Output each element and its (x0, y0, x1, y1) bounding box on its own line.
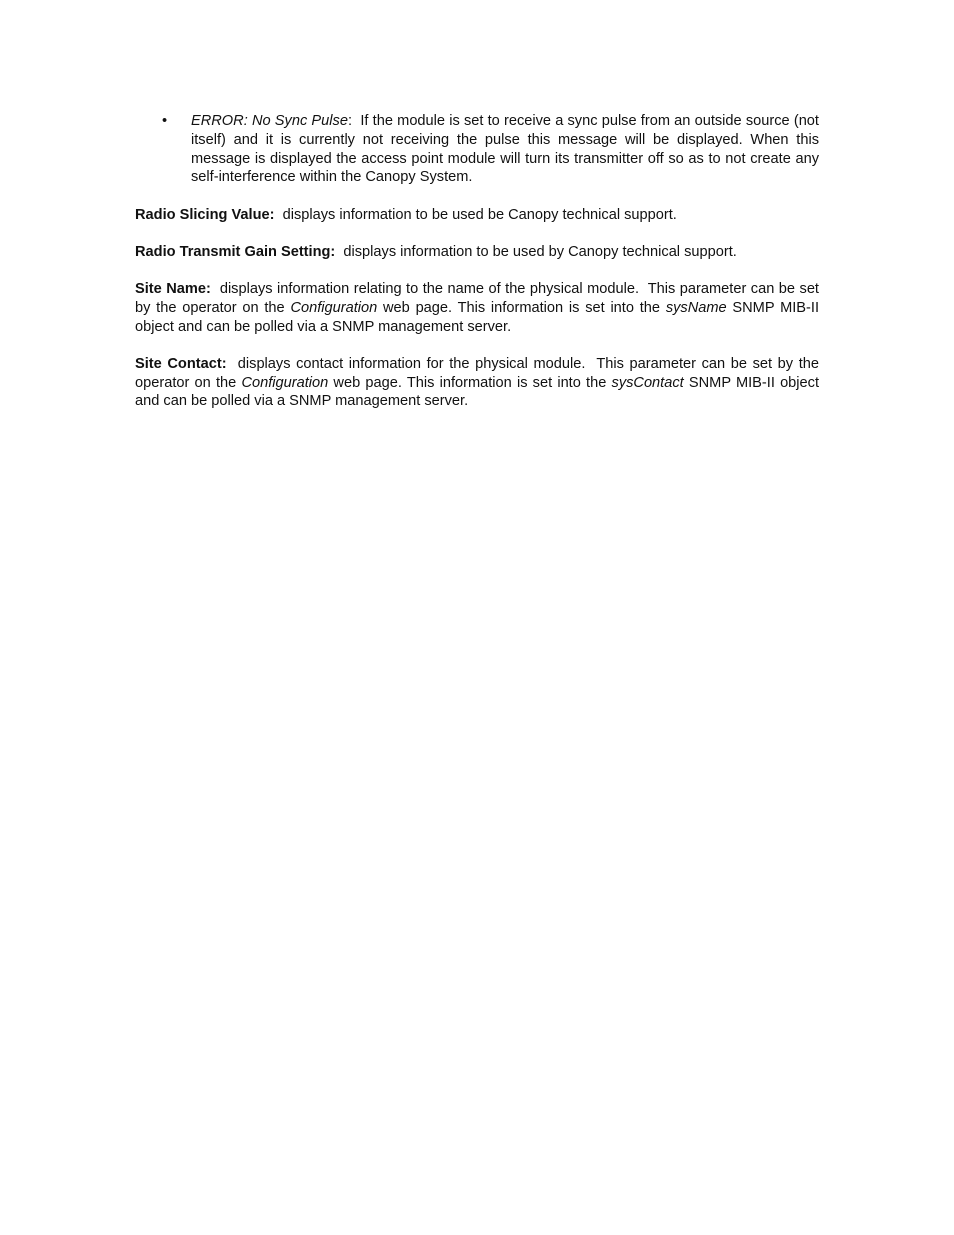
text-site-contact-2: web page. This information is set into the (328, 374, 612, 391)
sysname-object: sysName (665, 299, 727, 316)
text-site-name-3: SNMP MIB-II object and can be polled via a SNMP management server. (135, 299, 819, 335)
term-radio-slicing: Radio Slicing Value: (135, 206, 275, 223)
term-site-name: Site Name: (135, 280, 211, 297)
text-radio-slicing: displays information to be used be Canopy technical support. (274, 206, 677, 223)
document-body (135, 112, 824, 430)
term-site-contact: Site Contact: (135, 355, 227, 372)
paragraph-radio-transmit-gain (135, 243, 819, 262)
configuration-page-ref: Configuration (290, 299, 378, 316)
paragraph-radio-slicing (135, 206, 819, 225)
text-site-contact-3: SNMP MIB-II object and can be polled via a SNMP management server. (135, 374, 820, 410)
bullet-term: ERROR: No Sync Pulse (191, 113, 348, 129)
paragraph-site-contact (135, 355, 824, 411)
text-site-name-2: web page. This information is set into the (377, 299, 666, 316)
bullet-mark: • (162, 113, 168, 129)
text-site-contact-1: displays contact information for the physical module. This parameter can be set by the operator on the (135, 355, 824, 391)
bullet-item-no-sync-pulse (135, 112, 824, 187)
bullet-colon: : (347, 113, 352, 129)
text-site-name-1: displays information relating to the name of the physical module. This parameter can be set by the operator on the (135, 280, 824, 316)
term-radio-transmit-gain: Radio Transmit Gain Setting: (135, 243, 336, 260)
syscontact-object: sysContact (611, 374, 684, 391)
bullet-text: If the module is set to receive a sync pulse from an outside source (not itself) and it is currently not receiving the pulse this message will be displayed. When this message is displayed the access point module will turn its transmitter off so as to not create any self-interference within the Canopy System. (191, 113, 824, 186)
text-radio-transmit-gain: displays information to be used by Canopy technical support. (335, 243, 737, 260)
paragraph-site-name (135, 280, 824, 336)
configuration-page-ref: Configuration (241, 374, 329, 391)
